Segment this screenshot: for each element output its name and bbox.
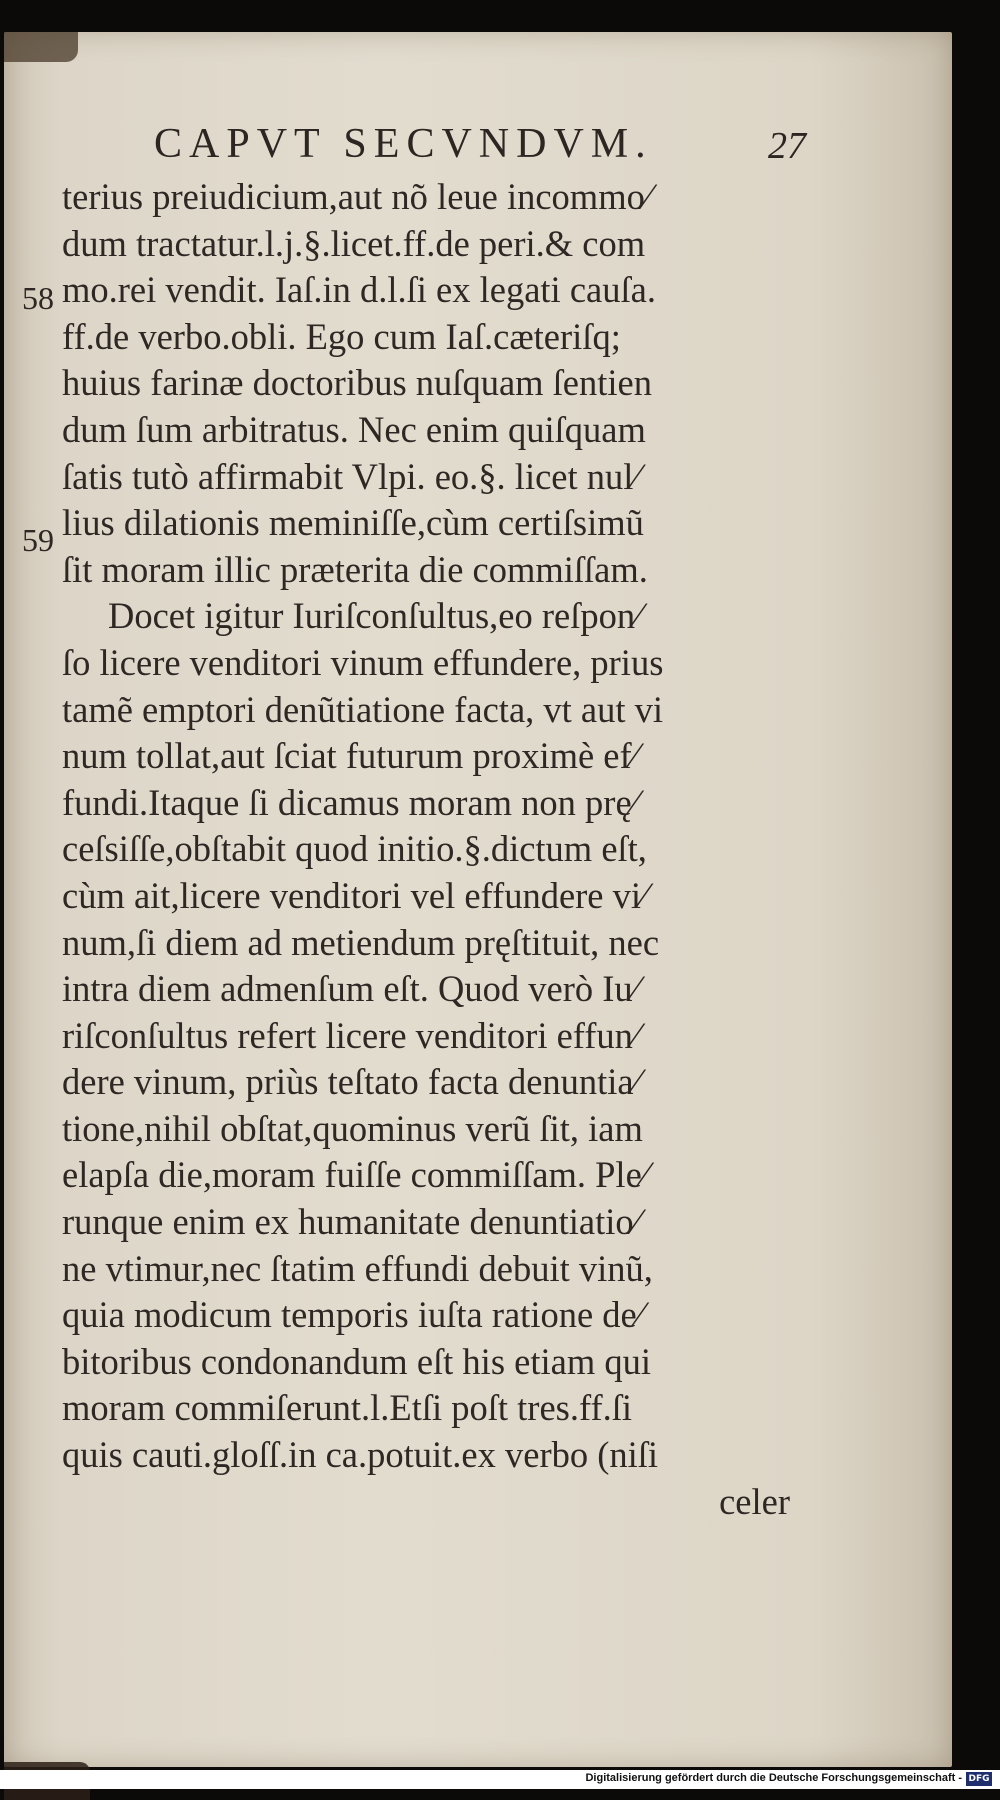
running-title: CAPVT SECVNDVM. — [154, 121, 653, 167]
text-line: elapſa die,moram fuiſſe commiſſam. Ple⁄ — [62, 1154, 648, 1196]
margin-number-58: 58 — [22, 280, 54, 316]
text-line: ſit moram illic præterita die commiſſam. — [62, 548, 648, 590]
margin-number-59: 59 — [22, 522, 54, 558]
text-line: tione,nihil obſtat,quominus verũ ſit, iam — [62, 1107, 643, 1149]
text-line: ceſsiſſe,obſtabit quod initio.§.dictum eſt, — [62, 828, 647, 870]
text-line: dum ſum arbitratus. Nec enim quiſquam — [62, 408, 646, 450]
text-line: ff.de verbo.obli. Ego cum Iaſ.cæteriſq; — [62, 315, 621, 357]
text-line: Docet igitur Iuriſconſultus,eo reſpon⁄ — [108, 595, 642, 637]
catchword: celer — [719, 1480, 790, 1522]
text-line: runque enim ex humanitate denuntiatio⁄ — [62, 1201, 640, 1243]
text-line: moram commiſerunt.l.Etſi poſt tres.ff.ſi — [62, 1387, 633, 1429]
digitization-footer — [0, 1770, 1000, 1789]
folio-number: 27 — [768, 125, 806, 167]
body-text — [62, 174, 802, 1525]
text-line: mo.rei vendit. Iaſ.in d.l.ſi ex legati cauſa. — [62, 269, 656, 311]
dfg-logo-icon: DFG — [966, 1772, 992, 1786]
text-line: dere vinum, priùs teſtato facta denuntia⁄ — [62, 1061, 640, 1103]
text-line: riſconſultus refert licere venditori effun⁄ — [62, 1014, 640, 1056]
text-line: num tollat,aut ſciat futurum proximè ef⁄ — [62, 735, 638, 777]
text-line: ſo licere venditori vinum effundere, prius — [62, 641, 664, 683]
text-line: lius dilationis meminiſſe,cùm certiſsimũ — [62, 502, 644, 544]
text-line: cùm ait,licere venditori vel effundere vi⁄ — [62, 874, 648, 916]
page-stain-top — [4, 32, 78, 62]
text-line: quia modicum temporis iuſta ratione de⁄ — [62, 1294, 643, 1336]
text-line: tamẽ emptori denũtiatione facta, vt aut vi — [62, 688, 664, 730]
text-line: terius preiudicium,aut nõ leue incommo⁄ — [62, 176, 651, 217]
text-line: num,ſi diem ad metiendum pręſtituit, nec — [62, 921, 660, 963]
text-line: fundi.Itaque ſi dicamus moram non prę⁄ — [62, 781, 638, 823]
text-line: ſatis tutò affirmabit Vlpi. eo.§. licet nul⁄ — [62, 455, 640, 497]
text-line: ne vtimur,nec ſtatim effundi debuit vinũ, — [62, 1247, 653, 1289]
text-line: intra diem admenſum eſt. Quod verò Iu⁄ — [62, 968, 639, 1010]
text-line: dum tractatur.l.j.§.licet.ff.de peri.& com — [62, 222, 646, 264]
book-page — [4, 32, 952, 1767]
text-line: quis cauti.gloſſ.in ca.potuit.ex verbo (niſi — [62, 1434, 659, 1476]
text-line: huius farinæ doctoribus nuſquam ſentien — [62, 362, 652, 404]
text-line: bitoribus condonandum eſt his etiam qui — [62, 1340, 651, 1382]
funding-credit: Digitalisierung gefördert durch die Deutsche Forschungsgemeinschaft - — [585, 1772, 962, 1784]
